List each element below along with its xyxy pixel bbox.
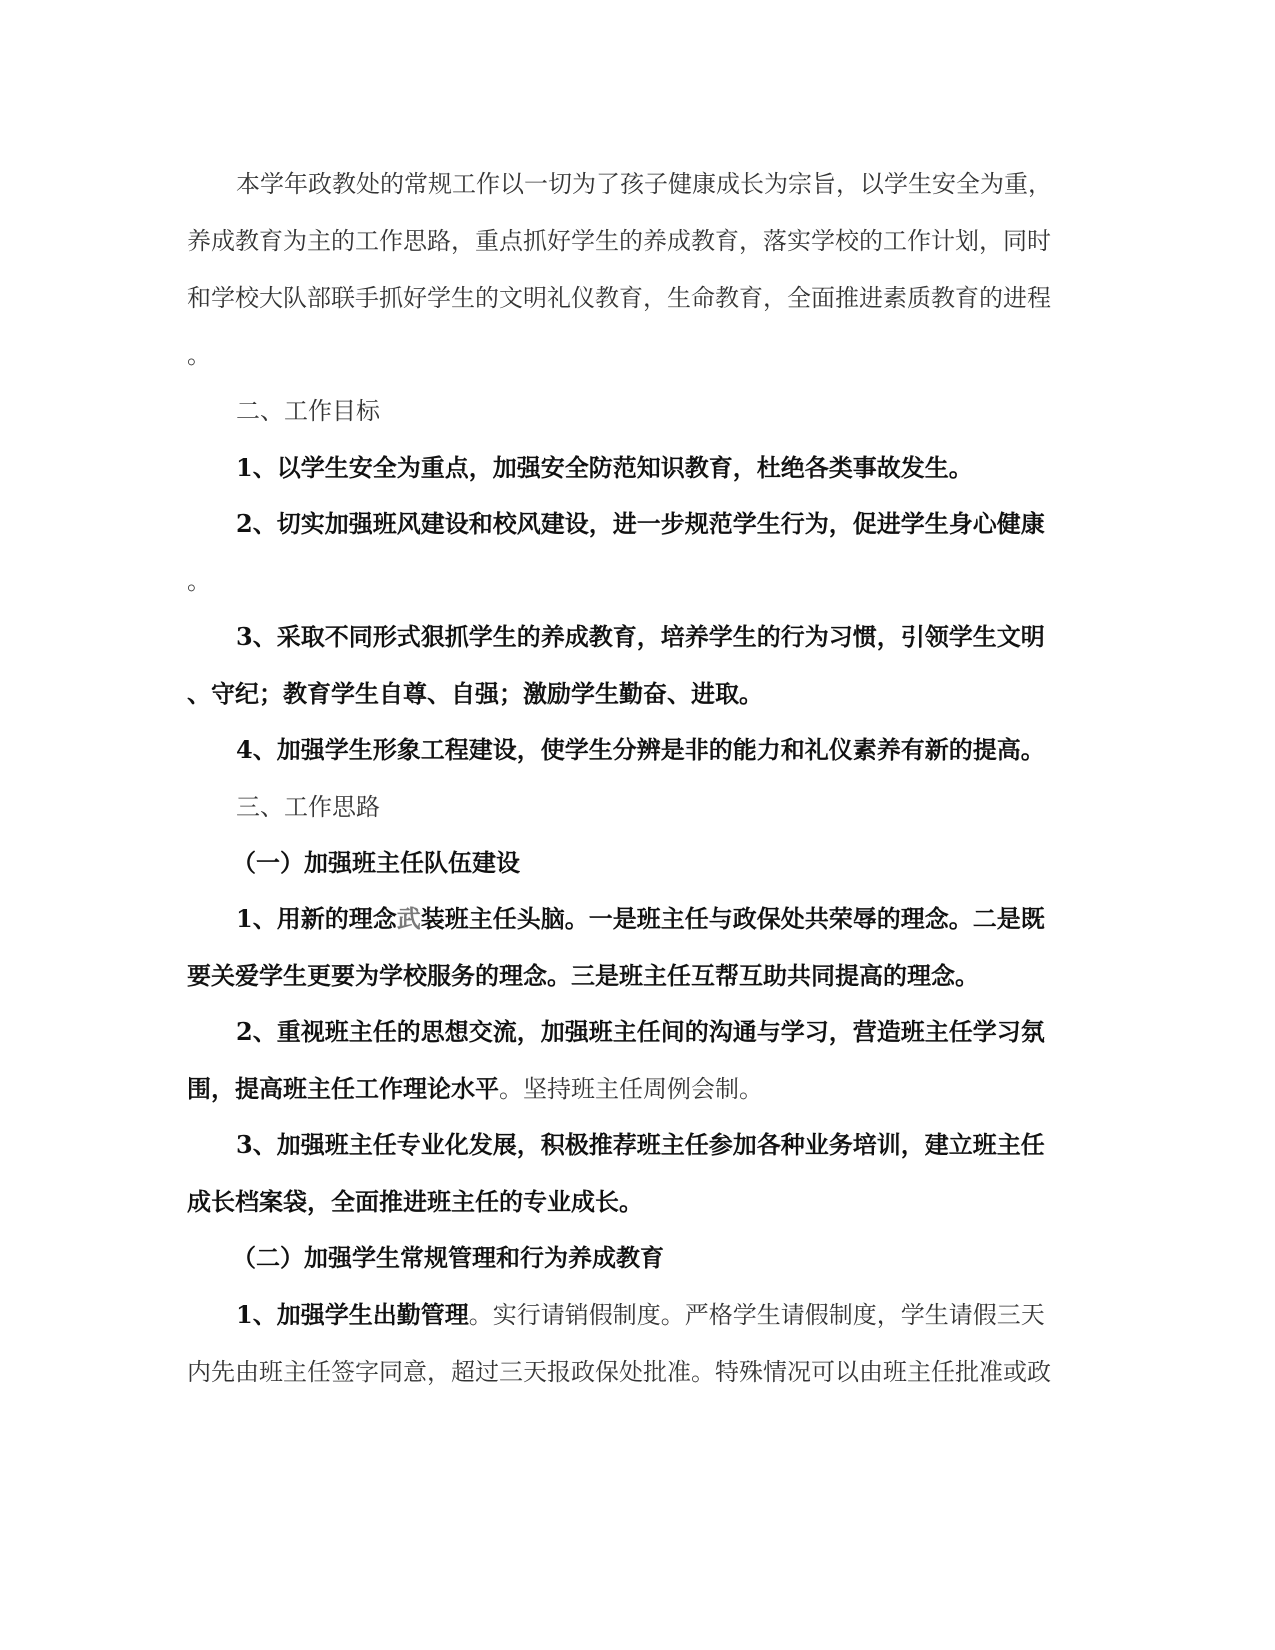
goal-1: 1、以学生安全为重点，加强安全防范知识教育，杜绝各类事故发生。 xyxy=(236,453,973,482)
item-1-1-text-b: 武 xyxy=(396,904,421,933)
item-2-1-line-2: 内先由班主任签字同意，超过三天报政保处批准。特殊情况可以由班主任批准或政 xyxy=(187,1358,1051,1386)
item-1-1-line-1 xyxy=(236,902,1136,936)
intro-line-2: 养成教育为主的工作思路，重点抓好学生的养成教育，落实学校的工作计划，同时 xyxy=(187,227,1051,255)
item-1-2-line-2 xyxy=(187,1072,1087,1106)
goal-4: 4、加强学生形象工程建设，使学生分辨是非的能力和礼仪素养有新的提高。 xyxy=(236,735,1045,764)
item-1-2-line-1: 2、重视班主任的思想交流，加强班主任间的沟通与学习，营造班主任学习氛 xyxy=(236,1017,1045,1046)
item-1-3-line-1: 3、加强班主任专业化发展，积极推荐班主任参加各种业务培训，建立班主任 xyxy=(236,1130,1045,1159)
item-1-2-text-a: 围，提高班主任工作理论水平 xyxy=(187,1074,499,1103)
item-2-1-text-b: 。实行请销假制度。严格学生请假制度，学生请假三天 xyxy=(468,1301,1045,1329)
section-heading-goals: 二、工作目标 xyxy=(236,397,380,425)
intro-line-3: 和学校大队部联手抓好学生的文明礼仪教育，生命教育，全面推进素质教育的进程 xyxy=(187,284,1051,312)
goal-3-line-1: 3、采取不同形式狠抓学生的养成教育，培养学生的行为习惯，引领学生文明 xyxy=(236,622,1045,651)
subsection-heading-1: （一）加强班主任队伍建设 xyxy=(232,848,520,877)
item-1-1-text-c: 装班主任头脑。一是班主任与政保处共荣辱的理念。二是既 xyxy=(420,904,1045,933)
item-2-1-text-a: 1、加强学生出勤管理 xyxy=(236,1300,469,1329)
item-1-1-text-a: 1、用新的理念 xyxy=(236,904,397,933)
item-1-1-line-2: 要关爱学生更要为学校服务的理念。三是班主任互帮互助共同提高的理念。 xyxy=(187,961,979,990)
item-2-1-line-1 xyxy=(236,1298,1136,1332)
item-1-3-line-2: 成长档案袋，全面推进班主任的专业成长。 xyxy=(187,1187,643,1216)
intro-line-4: 。 xyxy=(187,341,211,369)
goal-3-line-2: 、守纪；教育学生自尊、自强；激励学生勤奋、进取。 xyxy=(187,679,763,708)
goal-2-line-2: 。 xyxy=(187,567,211,595)
item-1-2-text-b: 。坚持班主任周例会制。 xyxy=(499,1075,763,1103)
intro-line-1: 本学年政教处的常规工作以一切为了孩子健康成长为宗旨，以学生安全为重， xyxy=(236,170,1052,198)
section-heading-approach: 三、工作思路 xyxy=(236,793,380,821)
subsection-heading-2: （二）加强学生常规管理和行为养成教育 xyxy=(232,1243,664,1272)
goal-2-line-1: 2、切实加强班风建设和校风建设，进一步规范学生行为，促进学生身心健康 xyxy=(236,509,1045,538)
